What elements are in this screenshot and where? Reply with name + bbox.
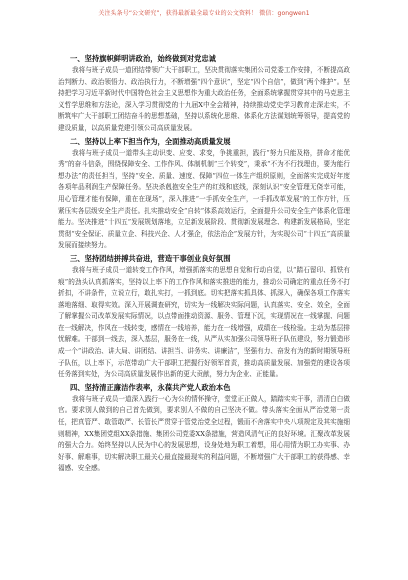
- section-heading-4: 四、坚持清正廉洁作表率，永葆共产党人政治本色: [70, 382, 231, 392]
- section-paragraph-4: 我将与班子成员一道深入践行一心为公的情怀操守，堂堂正正做人，踏踏实实干事，清清白白做官。要求别人做到的自己首先做到，要求别人不做的自己坚决不做。带头落实全面从严治党第一责任，把真管严、敢管敢严、长管长严贯穿于管党治党全过程，锻而不舍落实中央八项规定及其实施细则精神，XX集团党组XX条措施、集团公司党委XX条措施，营造风清气正的良好环境。汇聚改革发展的强大合力。始终坚持以人民为中心的发展思想，设身处地为职工着想，用心用情为职工办实事、办好事、解难事，切实解决职工最关心最直接最现实的利益问题，不断增强广大干部职工的获得感、幸福感、安全感。: [58, 394, 350, 473]
- section-paragraph-2: 我将与班子成员一道带头主动识变、应变、求变，争挑重担，践行“努力只能及格，拼命才能优秀”的奋斗信条，围绕保障安全、工作作风、体制机制“三个转变”，秉承“不为不行找理由，要为能行想办法”的责任担当，坚持“安全、质量、速度、保障”四位一体生产组织原则，全面落实完成好年度各项年品利润生产保障任务。坚决杀剋抱安全生产的红线和底线，深刻认识“安全管理无侥幸可能，用心管理才能有保障，重在在现场”，深入推进“一手抓安全生产，一手抓改革发展”的工作方针，压紧压实各层级安全生产责任。扎实推动安全“自转”体系高效运行，全面提升公司安全生产体系化管理能力。坚决推进“十四五”发展规划落地，立足新发展阶段、贯彻新发展理念、构建新发展格局，坚定贯彻“安全保证、质量立企、科技兴企、人才强企，依法治企”发展方针，为实现公司“十四五”高质量发展而接续努力。: [58, 148, 350, 250]
- section-heading-2: 二、坚持以上率下担当作为，全面推动高质量发展: [70, 136, 231, 146]
- section-heading-3: 三、坚持团结拼搏共奋进，营造干事创业良好氛围: [70, 253, 231, 263]
- promo-banner: 关注头条号“公文研究”，获得最新最全最专业的公文资料！ 微信：gongwen1: [98, 10, 310, 17]
- document-body: [58, 52, 350, 475]
- section-paragraph-1: 我将与班子成员一道团结带领广大干部职工，坚决贯彻落实集团公司党委工作安排，不断提高政治判断力、政治领悟力、政治执行力，不断增强“四个意识”，坚定“四个自信”，做到“两个维护”。坚持把学习习近平新时代中国特色社会主义思想作为重大政治任务，全面系统掌握贯穿其中的马克思主义哲学思维和方法论，深入学习贯彻党的十九届X中全会精神，持续推动党史学习教育走深走实，不断筑牢广大干部职工团结奋斗的思想基础，坚持以系统化思维、体系化方法谋划统筹领导，提高党的建设质量，以高质量党建引领公司高质量发展。: [58, 66, 350, 132]
- section-paragraph-3: 我将与班子成员一道转变工作作风，增强抓落实的思想自觉和行动自觉，以“踏石留印、抓铁有痕”的劲头认真抓落实，坚持以上率下的工作作风和落实推进的能力，推动公司确定的重点任务不打折扣，不讲条件，立说立行，敢扎实打，一抓到底。切实把落实抓具体、抓深入，确保各项工作落实落地落细、取得实效。深入开展调查研究，切实为一线解决实际问题，认真落实、安全、效全，全面了解掌握公司改革发展实际情况，以点带面推动资源、服务、管理下沉，实现情况在一线掌握、问题在一线解决，作风在一线转变，感情在一线培养，能力在一线增强，成绩在一线检验。主动为基层排忧解难。干部到一线去，深入基层，服务在一线，从严从实加强公司领导班子队伍建设，努力锻造形成一个“讲政治、讲大局、讲团结、讲担当、讲务实、讲廉洁”，坚强有力、奋发有为的新时期领导班子队伍，以上率下，示范带动广大干部职工把握行好领军首责，推动高质量发展、加强党的建设各项任务落到实处，为公司高质量发展作出新的更大贡献，努力为企业、正能量。: [58, 265, 350, 379]
- section-heading-1: 一、坚持旗帜鲜明讲政治，始终做到对党忠诚: [70, 54, 216, 63]
